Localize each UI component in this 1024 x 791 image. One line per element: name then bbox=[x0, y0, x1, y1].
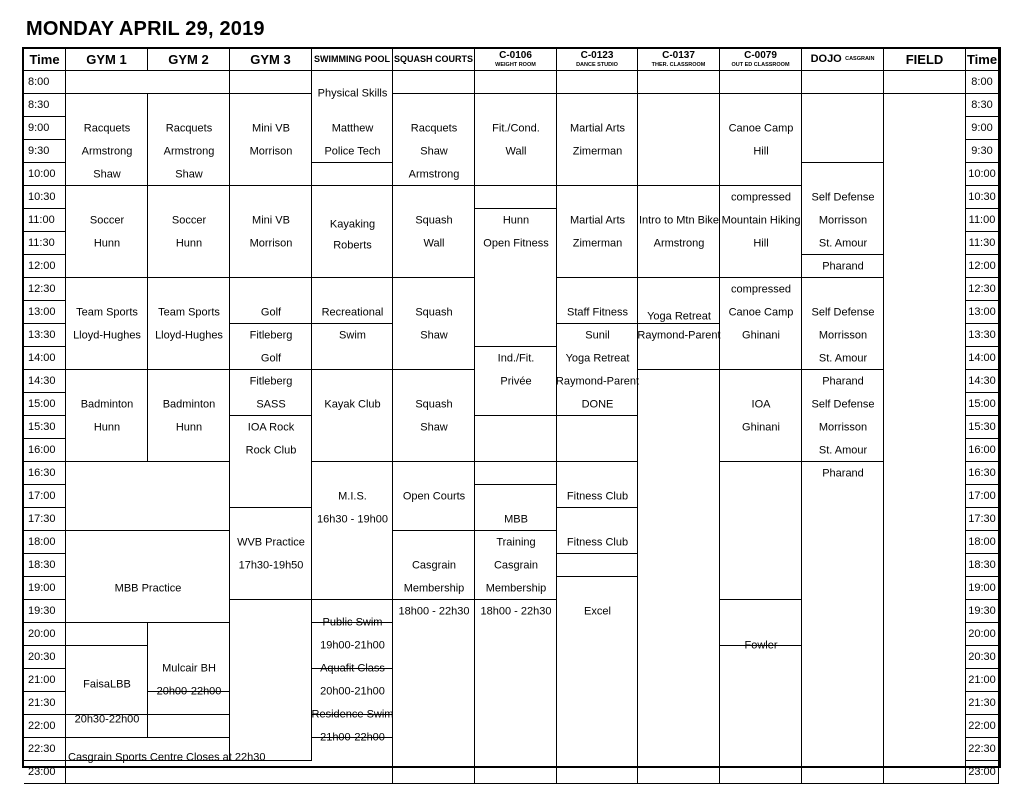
event-text-sq-shaw: Shaw bbox=[420, 145, 448, 157]
event-text-g2-lloyd: Lloyd-Hughes bbox=[155, 329, 223, 341]
header-gym3-label: GYM 3 bbox=[250, 52, 291, 67]
event-block bbox=[230, 600, 312, 761]
event-block bbox=[66, 71, 230, 94]
event-block bbox=[638, 186, 720, 278]
event-text-g1-badminton: Badminton bbox=[80, 398, 134, 410]
time-label-left: 8:00 bbox=[24, 71, 66, 94]
time-label-right: 17:30 bbox=[966, 508, 999, 531]
event-block bbox=[557, 554, 638, 577]
time-label-right: 18:30 bbox=[966, 554, 999, 577]
time-label-right: 12:00 bbox=[966, 255, 999, 278]
time-label-left: 19:30 bbox=[24, 600, 66, 623]
event-text-dojo-stamour2: St. Amour bbox=[818, 352, 868, 364]
event-block bbox=[148, 623, 230, 692]
event-text-g1-armstrong: Armstrong bbox=[81, 145, 133, 157]
event-text-oe-canoe: Canoe Camp bbox=[728, 122, 794, 134]
event-text-g3-fitleberg2: Fitleberg bbox=[249, 375, 293, 387]
time-label-left: 21:00 bbox=[24, 669, 66, 692]
event-text-dojo-morrisson3: Morrisson bbox=[818, 421, 868, 433]
event-text-wr-hunn: Hunn bbox=[502, 214, 530, 226]
event-block bbox=[393, 71, 475, 94]
event-block bbox=[66, 278, 148, 370]
event-text-pool-kayaking: Kayaking bbox=[329, 218, 376, 231]
event-block bbox=[66, 761, 966, 784]
time-label-left: 10:00 bbox=[24, 163, 66, 186]
event-block bbox=[148, 715, 230, 738]
event-text-wr-time: 18h00 - 22h30 bbox=[480, 605, 552, 617]
header-c0079 bbox=[720, 49, 802, 71]
event-text-oe-ghinani2: Ghinani bbox=[742, 421, 780, 433]
event-text-oe-compressed: compressed bbox=[731, 191, 791, 203]
event-block bbox=[720, 94, 802, 186]
header-c0106 bbox=[475, 49, 557, 71]
event-text-dojo-selfdef3: Self Defense bbox=[811, 398, 875, 410]
event-text-th-intro: Intro to Mtn Bike bbox=[638, 214, 720, 226]
event-text-sq-time: 18h00 - 22h30 bbox=[398, 605, 470, 617]
event-text-g3-fitleberg: Fitleberg bbox=[249, 329, 293, 341]
event-text-dojo-selfdef: Self Defense bbox=[811, 191, 875, 203]
event-text-sq-armstrong: Armstrong bbox=[408, 168, 460, 180]
event-block bbox=[230, 71, 312, 94]
header-field-label: FIELD bbox=[905, 52, 944, 67]
time-label-right: 19:30 bbox=[966, 600, 999, 623]
event-text-pool-rec: Recreational bbox=[321, 306, 384, 318]
event-text-pool-kayakclub: Kayak Club bbox=[324, 398, 381, 410]
event-block bbox=[884, 94, 966, 784]
event-block bbox=[148, 370, 230, 462]
event-text-g3-sass: SASS bbox=[256, 398, 286, 410]
event-text-sq-casgrain: Casgrain bbox=[411, 559, 457, 571]
time-label-right: 20:30 bbox=[966, 646, 999, 669]
event-text-ds-raymond: Raymond-Parent bbox=[555, 375, 640, 387]
event-text-g1-team: Team Sports bbox=[76, 306, 138, 318]
event-text-oe-ioa: IOA bbox=[751, 398, 771, 410]
event-text-g1-lloyd: Lloyd-Hughes bbox=[73, 329, 141, 341]
event-text-ds-sunil: Sunil bbox=[585, 329, 610, 341]
schedule-grid bbox=[22, 47, 1001, 778]
event-text-g1-faisal-time: 20h30-22h00 bbox=[74, 713, 140, 726]
header-c0123-label: C-0123 bbox=[580, 49, 614, 61]
event-text-pool-public-time: 19h00-21h00 bbox=[320, 639, 385, 652]
event-block bbox=[66, 531, 230, 623]
time-label-left: 13:00 bbox=[24, 301, 66, 324]
time-label-right: 16:00 bbox=[966, 439, 999, 462]
time-label-left: 15:30 bbox=[24, 416, 66, 439]
time-label-right: 14:00 bbox=[966, 347, 999, 370]
time-label-left: 18:00 bbox=[24, 531, 66, 554]
event-text-pool-aquafit-time: 20h00-21h00 bbox=[320, 685, 385, 698]
time-label-left: 21:30 bbox=[24, 692, 66, 715]
event-block bbox=[393, 278, 475, 370]
event-text-ds-staff: Staff Fitness bbox=[567, 306, 628, 318]
event-text-sq-squash2: Squash bbox=[415, 306, 453, 318]
time-label-right: 10:00 bbox=[966, 163, 999, 186]
time-label-left: 16:30 bbox=[24, 462, 66, 485]
time-label-left: 9:30 bbox=[24, 140, 66, 163]
time-label-right: 13:30 bbox=[966, 324, 999, 347]
event-text-g3-minivb2: Mini VB bbox=[252, 214, 290, 226]
event-block bbox=[475, 209, 557, 347]
header-c0106-sub: WEIGHT ROOM bbox=[495, 61, 536, 68]
time-label-left: 22:30 bbox=[24, 738, 66, 761]
event-text-dojo-pharand: Pharand bbox=[822, 260, 864, 272]
time-label-left: 8:30 bbox=[24, 94, 66, 117]
event-block bbox=[312, 462, 393, 600]
event-text-g3-morrison2: Morrison bbox=[249, 237, 293, 249]
event-text-ds-fitclub2: Fitness Club bbox=[566, 536, 629, 548]
time-label-right: 11:30 bbox=[966, 232, 999, 255]
event-block bbox=[802, 94, 884, 163]
header-time-left-label: Time bbox=[29, 52, 60, 67]
time-label-right: 13:00 bbox=[966, 301, 999, 324]
event-text-g1-hunn: Hunn bbox=[93, 237, 121, 249]
event-text-g3-minivb: Mini VB bbox=[252, 122, 290, 134]
time-label-left: 17:30 bbox=[24, 508, 66, 531]
event-text-pool-mis-time: 16h30 - 19h00 bbox=[317, 513, 388, 525]
event-text-dojo-stamour3: St. Amour bbox=[818, 444, 868, 456]
event-text-oe-ghinani: Ghinani bbox=[742, 329, 780, 341]
time-label-left: 20:00 bbox=[24, 623, 66, 646]
event-text-g2-soccer: Soccer bbox=[171, 214, 207, 226]
event-block bbox=[393, 370, 475, 462]
event-text-pool-physical: Physical Skills bbox=[317, 87, 388, 100]
event-text-g3-rockclub: Rock Club bbox=[245, 444, 297, 456]
header-dojo-sub: CASGRAIN bbox=[845, 55, 875, 62]
event-text-ds-excel: Excel bbox=[584, 605, 611, 617]
event-text-ds-martial: Martial Arts bbox=[569, 122, 626, 134]
time-label-left: 12:30 bbox=[24, 278, 66, 301]
event-text-g1-racquets: Racquets bbox=[83, 122, 131, 134]
event-text-g2-team: Team Sports bbox=[158, 306, 220, 318]
event-block bbox=[475, 71, 557, 94]
event-block bbox=[884, 71, 966, 94]
event-text-sq-shaw2: Shaw bbox=[420, 329, 448, 341]
event-text-pool-mis: M.I.S. bbox=[338, 490, 367, 502]
event-text-g2-badminton: Badminton bbox=[162, 398, 216, 410]
event-text-pool-swim: Swim bbox=[339, 329, 366, 341]
page-title: MONDAY APRIL 29, 2019 bbox=[26, 18, 265, 40]
time-label-left: 14:30 bbox=[24, 370, 66, 393]
event-text-sq-wall: Wall bbox=[423, 237, 445, 249]
event-text-ds-martial2: Martial Arts bbox=[569, 214, 626, 226]
event-block bbox=[720, 71, 802, 94]
event-text-th-armstrong: Armstrong bbox=[653, 237, 705, 249]
event-text-g3-wvb: WVB Practice bbox=[237, 536, 305, 548]
event-block bbox=[802, 462, 884, 784]
time-label-right: 9:30 bbox=[966, 140, 999, 163]
event-text-dojo-morrisson: Morrisson bbox=[818, 214, 868, 226]
time-label-left: 11:00 bbox=[24, 209, 66, 232]
header-time-right bbox=[966, 49, 999, 71]
event-block bbox=[312, 186, 393, 278]
time-label-right: 21:00 bbox=[966, 669, 999, 692]
event-text-g1-hunn2: Hunn bbox=[93, 421, 121, 433]
time-label-left: 12:00 bbox=[24, 255, 66, 278]
event-text-th-yoga: Yoga Retreat bbox=[647, 310, 711, 323]
event-text-sq-shaw3: Shaw bbox=[420, 421, 448, 433]
header-gym1-label: GYM 1 bbox=[86, 52, 127, 67]
closing-note: Casgrain Sports Centre Closes at 22h30 bbox=[68, 751, 266, 764]
event-text-sq-squash3: Squash bbox=[415, 398, 453, 410]
event-text-wr-openfit: Open Fitness bbox=[483, 237, 549, 249]
time-label-left: 22:00 bbox=[24, 715, 66, 738]
event-block bbox=[312, 163, 393, 186]
event-text-g2-armstrong: Armstrong bbox=[163, 145, 215, 157]
header-squash-label: SQUASH COURTS bbox=[393, 54, 473, 64]
time-label-right: 15:30 bbox=[966, 416, 999, 439]
header-dojo bbox=[802, 49, 884, 71]
event-text-oe-canoe2: Canoe Camp bbox=[728, 306, 794, 318]
event-text-oe-compressed2: compressed bbox=[731, 283, 791, 295]
event-text-dojo-morrisson2: Morrisson bbox=[818, 329, 868, 341]
event-text-oe-fowler: Fowler bbox=[744, 639, 778, 652]
time-label-right: 14:30 bbox=[966, 370, 999, 393]
event-text-g2-hunn2: Hunn bbox=[175, 421, 203, 433]
event-text-wr-wall: Wall bbox=[505, 145, 527, 157]
event-block bbox=[148, 186, 230, 278]
event-text-wr-indfit: Ind./Fit. bbox=[497, 352, 535, 364]
event-text-pool-matthew: Matthew bbox=[331, 122, 374, 134]
event-text-sq-opencourts: Open Courts bbox=[402, 490, 466, 502]
time-label-right: 16:30 bbox=[966, 462, 999, 485]
header-squash bbox=[393, 49, 475, 71]
event-text-g1-faisal: FaisaLBB bbox=[83, 678, 131, 691]
event-text-g1-soccer: Soccer bbox=[89, 214, 125, 226]
time-label-right: 17:00 bbox=[966, 485, 999, 508]
header-c0106-label: C-0106 bbox=[499, 49, 532, 61]
event-text-g3-golf: Golf bbox=[260, 306, 282, 318]
event-block bbox=[557, 186, 638, 278]
header-pool-label: SWIMMING POOL bbox=[314, 54, 390, 64]
header-pool bbox=[312, 49, 393, 71]
header-gym2-label: GYM 2 bbox=[168, 52, 209, 67]
time-label-right: 20:00 bbox=[966, 623, 999, 646]
event-text-oe-mountain: Mountain Hiking bbox=[721, 214, 801, 226]
event-text-g2-mulcair: Mulcair BH bbox=[162, 662, 216, 675]
event-text-dojo-selfdef2: Self Defense bbox=[811, 306, 875, 318]
event-text-wr-fit: Fit./Cond. bbox=[492, 122, 540, 134]
header-gym1 bbox=[66, 49, 148, 71]
event-text-g2-shaw: Shaw bbox=[175, 168, 203, 180]
time-label-left: 10:30 bbox=[24, 186, 66, 209]
header-c0137 bbox=[638, 49, 720, 71]
header-time-right-label: Time bbox=[966, 52, 998, 67]
event-text-sq-racquets: Racquets bbox=[410, 122, 458, 134]
event-block bbox=[802, 71, 884, 94]
event-block bbox=[148, 278, 230, 370]
event-text-th-raymond: Raymond-Parent bbox=[637, 329, 721, 341]
event-text-g1-shaw: Shaw bbox=[93, 168, 121, 180]
event-block bbox=[720, 462, 802, 600]
time-label-right: 9:00 bbox=[966, 117, 999, 140]
event-text-sq-membership: Membership bbox=[403, 582, 465, 594]
event-text-g3-wvb-time: 17h30-19h50 bbox=[238, 559, 304, 571]
event-block bbox=[720, 370, 802, 462]
time-label-right: 22:30 bbox=[966, 738, 999, 761]
time-label-right: 19:00 bbox=[966, 577, 999, 600]
event-text-wr-privee: Privée bbox=[500, 375, 532, 387]
event-block bbox=[393, 600, 475, 784]
event-text-g12-mbb: MBB Practice bbox=[114, 582, 182, 594]
event-text-pool-policetech: Police Tech bbox=[324, 145, 381, 157]
time-label-right: 8:30 bbox=[966, 94, 999, 117]
event-block bbox=[312, 370, 393, 462]
event-text-sq-squash: Squash bbox=[415, 214, 453, 226]
event-block bbox=[230, 508, 312, 600]
header-dojo-label: DOJO bbox=[810, 53, 842, 65]
header-field bbox=[884, 49, 966, 71]
event-block bbox=[475, 416, 557, 462]
event-text-pool-residence-time: 21h00-22h00 bbox=[320, 731, 385, 744]
time-label-left: 16:00 bbox=[24, 439, 66, 462]
time-label-left: 11:30 bbox=[24, 232, 66, 255]
event-text-g2-hunn: Hunn bbox=[175, 237, 203, 249]
header-c0137-label: C-0137 bbox=[662, 49, 695, 61]
time-label-right: 10:30 bbox=[966, 186, 999, 209]
event-block bbox=[475, 186, 557, 209]
event-text-g2-mulcair-time: 20h00-22h00 bbox=[156, 685, 222, 698]
time-label-left: 18:30 bbox=[24, 554, 66, 577]
event-block bbox=[66, 462, 230, 531]
event-text-pool-roberts: Roberts bbox=[333, 239, 372, 252]
time-label-right: 21:30 bbox=[966, 692, 999, 715]
event-text-wr-mbb: MBB bbox=[504, 513, 528, 525]
time-label-right: 22:00 bbox=[966, 715, 999, 738]
event-block bbox=[475, 94, 557, 186]
header-time-left bbox=[24, 49, 66, 71]
event-text-g2-racquets: Racquets bbox=[165, 122, 213, 134]
header-gym3 bbox=[230, 49, 312, 71]
event-block bbox=[230, 186, 312, 278]
time-label-left: 23:00 bbox=[24, 761, 66, 784]
event-block bbox=[66, 623, 148, 646]
time-label-left: 15:00 bbox=[24, 393, 66, 416]
event-text-wr-training: Training bbox=[496, 536, 536, 548]
event-text-wr-membership: Membership bbox=[485, 582, 547, 594]
event-block bbox=[638, 71, 720, 94]
event-text-dojo-pharand3: Pharand bbox=[822, 467, 864, 479]
event-block bbox=[230, 94, 312, 186]
event-block bbox=[66, 186, 148, 278]
time-label-right: 23:00 bbox=[966, 761, 999, 784]
header-gym2 bbox=[148, 49, 230, 71]
time-label-right: 15:00 bbox=[966, 393, 999, 416]
event-block bbox=[638, 94, 720, 186]
event-text-wr-casgrain: Casgrain bbox=[493, 559, 539, 571]
event-text-g3-morrison: Morrison bbox=[249, 145, 293, 157]
event-block bbox=[475, 462, 557, 485]
event-text-oe-hill2: Hill bbox=[753, 237, 769, 249]
event-text-ds-done: DONE bbox=[581, 398, 614, 410]
event-text-pool-aquafit: Aquafit Class bbox=[320, 662, 385, 675]
event-text-oe-hill: Hill bbox=[753, 145, 769, 157]
event-text-pool-residence: Residence Swim bbox=[311, 708, 394, 721]
time-label-right: 18:00 bbox=[966, 531, 999, 554]
header-c0123-sub: DANCE STUDIO bbox=[576, 61, 618, 68]
event-block bbox=[557, 416, 638, 462]
event-text-ds-yoga: Yoga Retreat bbox=[565, 352, 630, 364]
event-text-dojo-stamour: St. Amour bbox=[818, 237, 868, 249]
time-label-right: 11:00 bbox=[966, 209, 999, 232]
header-c0123 bbox=[557, 49, 638, 71]
event-text-g3-ioarock: IOA Rock bbox=[247, 421, 295, 433]
event-block bbox=[66, 370, 148, 462]
header-c0137-sub: THER. CLASSROOM bbox=[651, 61, 706, 68]
time-label-left: 17:00 bbox=[24, 485, 66, 508]
time-label-left: 9:00 bbox=[24, 117, 66, 140]
event-block bbox=[475, 600, 557, 784]
event-text-ds-zimerman2: Zimerman bbox=[572, 237, 623, 249]
time-label-left: 14:00 bbox=[24, 347, 66, 370]
time-label-left: 19:00 bbox=[24, 577, 66, 600]
header-c0079-label: C-0079 bbox=[744, 49, 777, 61]
header-c0079-sub: OUT ED CLASSROOM bbox=[731, 61, 790, 68]
event-block bbox=[557, 94, 638, 186]
event-block bbox=[557, 71, 638, 94]
event-text-dojo-pharand2: Pharand bbox=[822, 375, 864, 387]
time-label-left: 13:30 bbox=[24, 324, 66, 347]
time-label-right: 8:00 bbox=[966, 71, 999, 94]
event-text-ds-zimerman: Zimerman bbox=[572, 145, 623, 157]
event-text-ds-fitclub: Fitness Club bbox=[566, 490, 629, 502]
event-text-g3-golf2: Golf bbox=[260, 352, 282, 364]
event-block bbox=[393, 186, 475, 278]
event-block bbox=[638, 370, 720, 784]
time-label-right: 12:30 bbox=[966, 278, 999, 301]
event-text-pool-public: Public Swim bbox=[322, 616, 383, 629]
time-label-left: 20:30 bbox=[24, 646, 66, 669]
